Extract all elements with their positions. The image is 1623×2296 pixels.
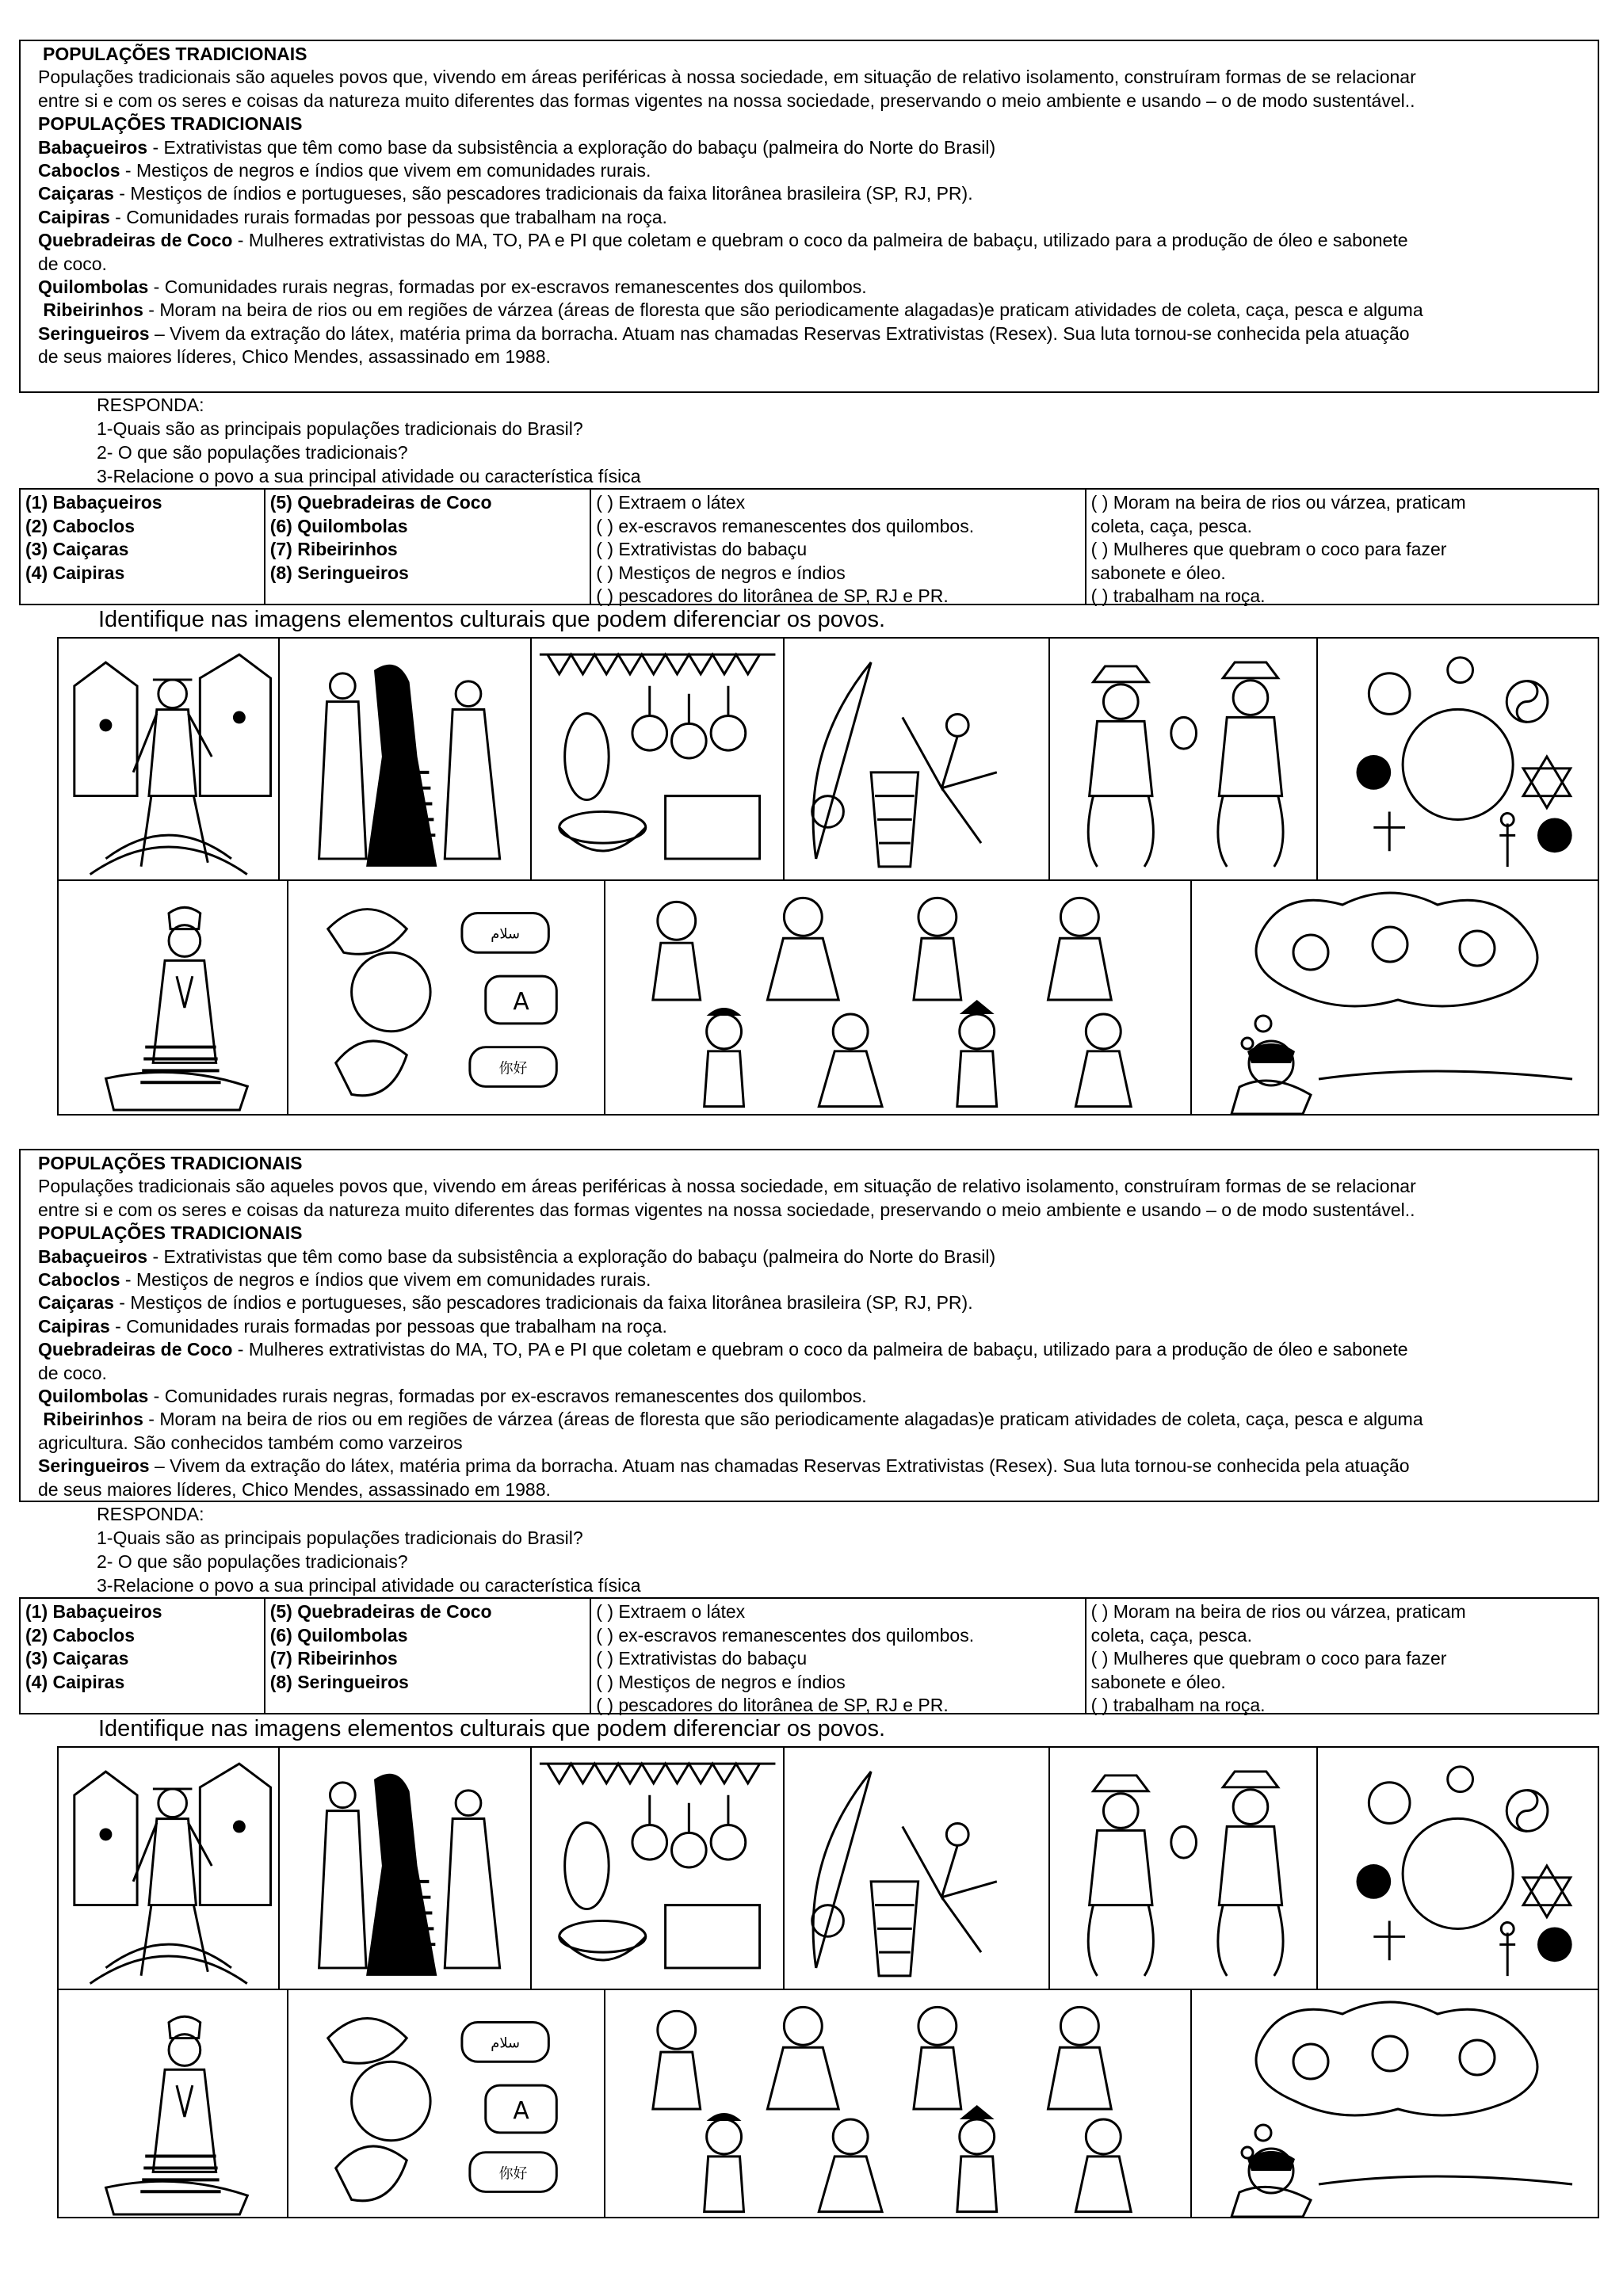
match-item: (6) Quilombolas (269, 515, 408, 536)
box-title: POPULAÇÕES TRADICIONAIS (43, 44, 307, 64)
match-item: (3) Caiçaras (25, 539, 129, 559)
question-1: 1-Quais são as principais populações tradicionais do Brasil? (97, 1527, 583, 1548)
definition-caipiras: Caipiras - Comunidades rurais formadas por pessoas que trabalham na roça. (38, 206, 667, 227)
answer-slot[interactable]: ( ) Moram na beira de rios ou várzea, praticam (1090, 1601, 1466, 1622)
match-item: (2) Caboclos (25, 1624, 136, 1646)
match-item: (4) Caipiras (25, 562, 125, 583)
answer-slot[interactable]: ( ) ex-escravos remanescentes dos quilombos. (596, 1624, 975, 1646)
illustration-grid (57, 1746, 1599, 2218)
question-3: 3-Relacione o povo a sua principal atividade ou característica física (97, 1575, 641, 1596)
illustration-children-world (605, 881, 1192, 1114)
answer-slot-cont: coleta, caça, pesca. (1090, 1624, 1252, 1646)
women-silhouettes-icon (280, 1748, 529, 1989)
grandmother-stories-icon (1192, 1990, 1598, 2217)
festival-food-icon (532, 1748, 783, 1989)
illustration-quilombola-women (280, 639, 531, 879)
religion-symbols-icon (1318, 639, 1598, 879)
praying-man-icon (59, 1990, 287, 2217)
gauchos-chimarrao-icon (1050, 1748, 1316, 1989)
answer-slot[interactable]: ( ) Extraem o látex (596, 1601, 746, 1622)
illustration-languages (288, 1990, 605, 2217)
speech-bubbles-icon (288, 1990, 604, 2217)
identify-instruction: Identifique nas imagens elementos culturais que podem diferenciar os povos. (98, 1716, 886, 1741)
definition-quilombolas: Quilombolas - Comunidades rurais negras, formadas por ex-escravos remanescentes dos quilombos. (38, 277, 867, 298)
illustration-country-man (59, 1748, 280, 1989)
illustration-children-world (605, 1990, 1192, 2217)
definition-quilombolas: Quilombolas - Comunidades rurais negras, formadas por ex-escravos remanescentes dos quilombos. (38, 1386, 867, 1407)
box-title: POPULAÇÕES TRADICIONAIS (38, 1153, 303, 1173)
illustration-country-man (59, 639, 280, 879)
answer-slot[interactable]: ( ) pescadores do litorânea de SP, RJ e PR. (596, 585, 949, 606)
definition-ribeirinhos-cont: agricultura. São conhecidos também como varzeiros (38, 1432, 463, 1453)
answer-slot[interactable]: ( ) Mestiços de negros e índios (596, 562, 846, 583)
answer-slot-cont: coleta, caça, pesca. (1090, 515, 1252, 536)
definitions-box (19, 40, 1599, 393)
illustration-capoeira (785, 639, 1050, 879)
speech-bubbles-icon (288, 881, 604, 1114)
definition-caicaras: Caiçaras - Mestiços de índios e portugueses, são pescadores tradicionais da faixa litorânea brasileira (SP, RJ, PR). (38, 1292, 973, 1314)
illustration-festa-junina (532, 639, 785, 879)
grandmother-stories-icon (1192, 881, 1598, 1114)
religion-symbols-icon (1318, 1748, 1598, 1989)
illustration-gauchos (1050, 1748, 1317, 1989)
answer-slot[interactable]: ( ) pescadores do litorânea de SP, RJ e PR. (596, 1695, 949, 1715)
match-column-peoples-2 (265, 1599, 592, 1713)
answer-slot[interactable]: ( ) Extrativistas do babaçu (596, 1648, 808, 1669)
praying-man-icon (59, 881, 287, 1114)
women-silhouettes-icon (280, 639, 529, 879)
festival-food-icon (532, 639, 783, 879)
illustration-praying-man (59, 881, 288, 1114)
question-3: 3-Relacione o povo a sua principal atividade ou característica física (97, 466, 641, 486)
intro-line-2: entre si e com os seres e coisas da natureza muito diferentes das formas vigentes na nossa sociedade, preservando o meio ambiente e usando – o de modo sustentável.. (38, 1199, 1415, 1220)
illustration-religions (1318, 1748, 1598, 1989)
answer-slot[interactable]: ( ) Mulheres que quebram o coco para fazer (1090, 1648, 1447, 1669)
illustration-praying-man (59, 1990, 288, 2217)
intro-line-2: entre si e com os seres e coisas da natureza muito diferentes das formas vigentes na nossa sociedade, preservando o meio ambiente e usando – o de modo sustentável.. (38, 90, 1415, 111)
illustration-folklore (1192, 1990, 1598, 2217)
list-title: POPULAÇÕES TRADICIONAIS (38, 1222, 303, 1244)
definition-seringueiros-cont: de seus maiores líderes, Chico Mendes, assassinado em 1988. (38, 1478, 551, 1500)
match-item: (1) Babaçueiros (25, 1601, 162, 1622)
definition-quebradeiras: Quebradeiras de Coco - Mulheres extrativistas do MA, TO, PA e PI que coletam e quebram o coco da palmeira de babaçu, utilizado para a produção de óleo e sabonete (38, 1339, 1408, 1360)
matching-table (19, 488, 1599, 605)
match-item: (5) Quebradeiras de Coco (269, 1601, 492, 1622)
definition-quebradeiras-cont: de coco. (38, 1362, 107, 1383)
illustration-languages (288, 881, 605, 1114)
illustration-grid (57, 637, 1599, 1116)
match-column-answers-2 (1086, 490, 1598, 604)
man-walking-icon (59, 1748, 278, 1989)
illustration-festa-junina (532, 1748, 785, 1989)
match-column-peoples-1 (21, 1599, 265, 1713)
bubble-text-arabic: سلام (491, 925, 521, 943)
illustration-quilombola-women (280, 1748, 531, 1989)
question-2: 2- O que são populações tradicionais? (97, 442, 408, 463)
intro-line-1: Populações tradicionais são aqueles povos que, vivendo em áreas periféricas à nossa sociedade, em situação de relativo isolamento, construíram formas de se relacionar (38, 67, 1416, 88)
match-item: (1) Babaçueiros (25, 492, 162, 513)
definition-ribeirinhos: Ribeirinhos - Moram na beira de rios ou em regiões de várzea (áreas de floresta que são periodicamente alagadas)e praticam atividades de coleta, caça, pesca e alguma (43, 299, 1423, 321)
illustration-gauchos (1050, 639, 1317, 879)
children-costumes-icon (605, 1990, 1190, 2217)
match-item: (8) Seringueiros (269, 562, 409, 583)
question-2: 2- O que são populações tradicionais? (97, 1551, 408, 1572)
bubble-text-chinese: 你好 (498, 1060, 528, 1077)
match-item: (7) Ribeirinhos (269, 1648, 398, 1669)
match-column-peoples-2 (265, 490, 592, 604)
match-column-peoples-1 (21, 490, 265, 604)
match-column-answers-1 (591, 490, 1086, 604)
match-item: (2) Caboclos (25, 515, 136, 536)
answer-slot[interactable]: ( ) Mestiços de negros e índios (596, 1671, 846, 1692)
match-item: (3) Caiçaras (25, 1648, 129, 1669)
match-item: (8) Seringueiros (269, 1671, 409, 1692)
answer-slot[interactable]: ( ) Mulheres que quebram o coco para fazer (1090, 539, 1447, 559)
illustration-capoeira (785, 1748, 1050, 1989)
answer-slot[interactable]: ( ) Moram na beira de rios ou várzea, praticam (1090, 492, 1466, 513)
man-walking-icon (59, 639, 278, 879)
gauchos-chimarrao-icon (1050, 639, 1316, 879)
answer-slot[interactable]: ( ) trabalham na roça. (1090, 585, 1266, 606)
question-1: 1-Quais são as principais populações tradicionais do Brasil? (97, 418, 583, 439)
bubble-text-chinese: 你好 (498, 2165, 528, 2183)
children-costumes-icon (605, 881, 1190, 1114)
definition-quebradeiras: Quebradeiras de Coco - Mulheres extrativistas do MA, TO, PA e PI que coletam e quebram o coco da palmeira de babaçu, utilizado para a produção de óleo e sabonete (38, 230, 1408, 251)
definition-caipiras: Caipiras - Comunidades rurais formadas por pessoas que trabalham na roça. (38, 1315, 667, 1337)
answer-slot-cont: sabonete e óleo. (1090, 562, 1226, 583)
definition-caboclos: Caboclos - Mestiços de negros e índios que vivem em comunidades rurais. (38, 160, 651, 181)
answer-slot[interactable]: ( ) Extraem o látex (596, 492, 746, 513)
definition-caboclos: Caboclos - Mestiços de negros e índios que vivem em comunidades rurais. (38, 1269, 651, 1291)
definition-ribeirinhos: Ribeirinhos - Moram na beira de rios ou em regiões de várzea (áreas de floresta que são periodicamente alagadas)e praticam atividades de coleta, caça, pesca e alguma (43, 1409, 1423, 1430)
match-item: (7) Ribeirinhos (269, 539, 398, 559)
match-item: (6) Quilombolas (269, 1624, 408, 1646)
capoeira-berimbau-icon (785, 639, 1048, 879)
illustration-religions (1318, 639, 1598, 879)
matching-table (19, 1597, 1599, 1714)
definition-babacueiros: Babaçueiros - Extrativistas que têm como base da subsistência a exploração do babaçu (palmeira do Norte do Brasil) (38, 136, 996, 158)
answer-slot[interactable]: ( ) Extrativistas do babaçu (596, 539, 808, 559)
answer-slot-cont: sabonete e óleo. (1090, 1671, 1226, 1692)
bubble-text-latin: A (513, 987, 529, 1016)
respond-label: RESPONDA: (97, 1504, 204, 1524)
match-item: (5) Quebradeiras de Coco (269, 492, 492, 513)
questions-block (97, 1502, 641, 1597)
illustration-folklore (1192, 881, 1598, 1114)
answer-slot[interactable]: ( ) ex-escravos remanescentes dos quilombos. (596, 515, 975, 536)
questions-block (97, 393, 641, 488)
definitions-box (19, 1149, 1599, 1502)
definition-quebradeiras-cont: de coco. (38, 253, 107, 274)
match-column-answers-1 (591, 1599, 1086, 1713)
respond-label: RESPONDA: (97, 395, 204, 415)
definition-seringueiros: Seringueiros – Vivem da extração do látex, matéria prima da borracha. Atuam nas chamadas Reservas Extrativistas (Resex). Sua luta tornou-se conhecida pela atuação (38, 1455, 1410, 1477)
capoeira-berimbau-icon (785, 1748, 1048, 1989)
answer-slot[interactable]: ( ) trabalham na roça. (1090, 1695, 1266, 1715)
list-title: POPULAÇÕES TRADICIONAIS (38, 113, 303, 135)
match-item: (4) Caipiras (25, 1671, 125, 1692)
bubble-text-latin: A (513, 2096, 529, 2125)
bubble-text-arabic: سلام (491, 2035, 521, 2052)
intro-line-1: Populações tradicionais são aqueles povos que, vivendo em áreas periféricas à nossa sociedade, em situação de relativo isolamento, construíram formas de se relacionar (38, 1176, 1416, 1197)
identify-instruction: Identifique nas imagens elementos culturais que podem diferenciar os povos. (98, 607, 886, 632)
match-column-answers-2 (1086, 1599, 1598, 1713)
definition-caicaras: Caiçaras - Mestiços de índios e portugueses, são pescadores tradicionais da faixa litorânea brasileira (SP, RJ, PR). (38, 183, 973, 204)
definition-babacueiros: Babaçueiros - Extrativistas que têm como base da subsistência a exploração do babaçu (palmeira do Norte do Brasil) (38, 1245, 996, 1267)
definition-seringueiros: Seringueiros – Vivem da extração do látex, matéria prima da borracha. Atuam nas chamadas Reservas Extrativistas (Resex). Sua luta tornou-se conhecida pela atuação (38, 322, 1410, 344)
definition-seringueiros-cont: de seus maiores líderes, Chico Mendes, assassinado em 1988. (38, 346, 551, 368)
